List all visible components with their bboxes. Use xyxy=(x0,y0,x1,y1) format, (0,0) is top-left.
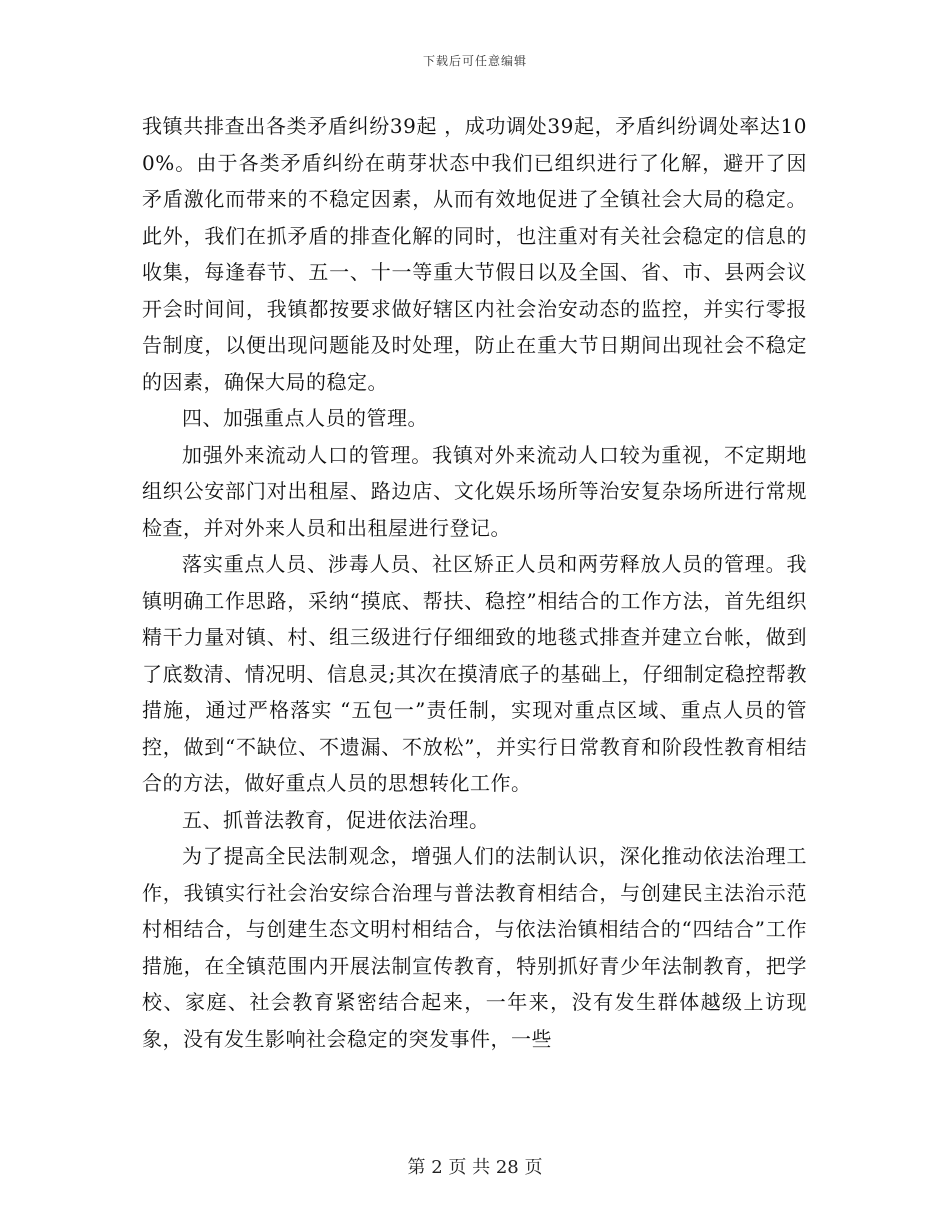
section-heading: 四、加强重点人员的管理。 xyxy=(182,406,428,430)
paragraph: 为了提高全民法制观念，增强人们的法制认识，深化推动依法治理工作，我镇实行社会治安综合治理与普法教育相结合，与创建民主法治示范村相结合，与创建生态文明村相结合，与依法治镇相结合的“四结合”工作措施，在全镇范围内开展法制宣传教育，特别抓好青少年法制教育，把学校、家庭、社会教育紧密结合起来，一年来，没有发生群体越级上访现象，没有发生影响社会稳定的突发事件，一些 xyxy=(142,844,807,1051)
paragraph: 加强外来流动人口的管理。我镇对外来流动人口较为重视，不定期地组织公安部门对出租屋、路边店、文化娱乐场所等治安复杂场所进行常规检查，并对外来人员和出租屋进行登记。 xyxy=(142,442,807,540)
section-heading: 五、抓普法教育，促进依法治理。 xyxy=(182,807,490,832)
page-header: 下载后可任意编辑 xyxy=(422,54,527,68)
paragraph: 落实重点人员、涉毒人员、社区矫正人员和两劳释放人员的管理。我镇明确工作思路，采纳“摸底、帮扶、稳控”相结合的工作方法，首先组织精干力量对镇、村、组三级进行仔细细致的地毯式排查并建立台帐，做到了底数清、情况明、信息灵;其次在摸清底子的基础上，仔细制定稳控帮教措施，通过严格落实 “五包一”责任制，实现对重点区域、重点人员的管控，做到“不缺位、不遗漏、不放松”，并实行日常教育和阶段性教育相结合的方法，做好重点人员的思想转化工作。 xyxy=(142,552,807,795)
document-body xyxy=(142,108,807,1057)
paragraph: 我镇共排查出各类矛盾纠纷39起 ，成功调处39起，矛盾纠纷调处率达100%。由于各类矛盾纠纷在萌芽状态中我们已组织进行了化解，避开了因矛盾激化而带来的不稳定因素，从而有效地促进了全镇社会大局的稳定。此外，我们在抓矛盾的排查化解的同时，也注重对有关社会稳定的信息的收集，每逢春节、五一、十一等重大节假日以及全国、省、市、县两会议开会时间间，我镇都按要求做好辖区内社会治安动态的监控，并实行零报告制度，以便出现问题能及时处理，防止在重大节日期间出现社会不稳定的因素，确保大局的稳定。 xyxy=(142,114,807,394)
page-number: 第 2 页 共 28 页 xyxy=(407,1157,543,1178)
